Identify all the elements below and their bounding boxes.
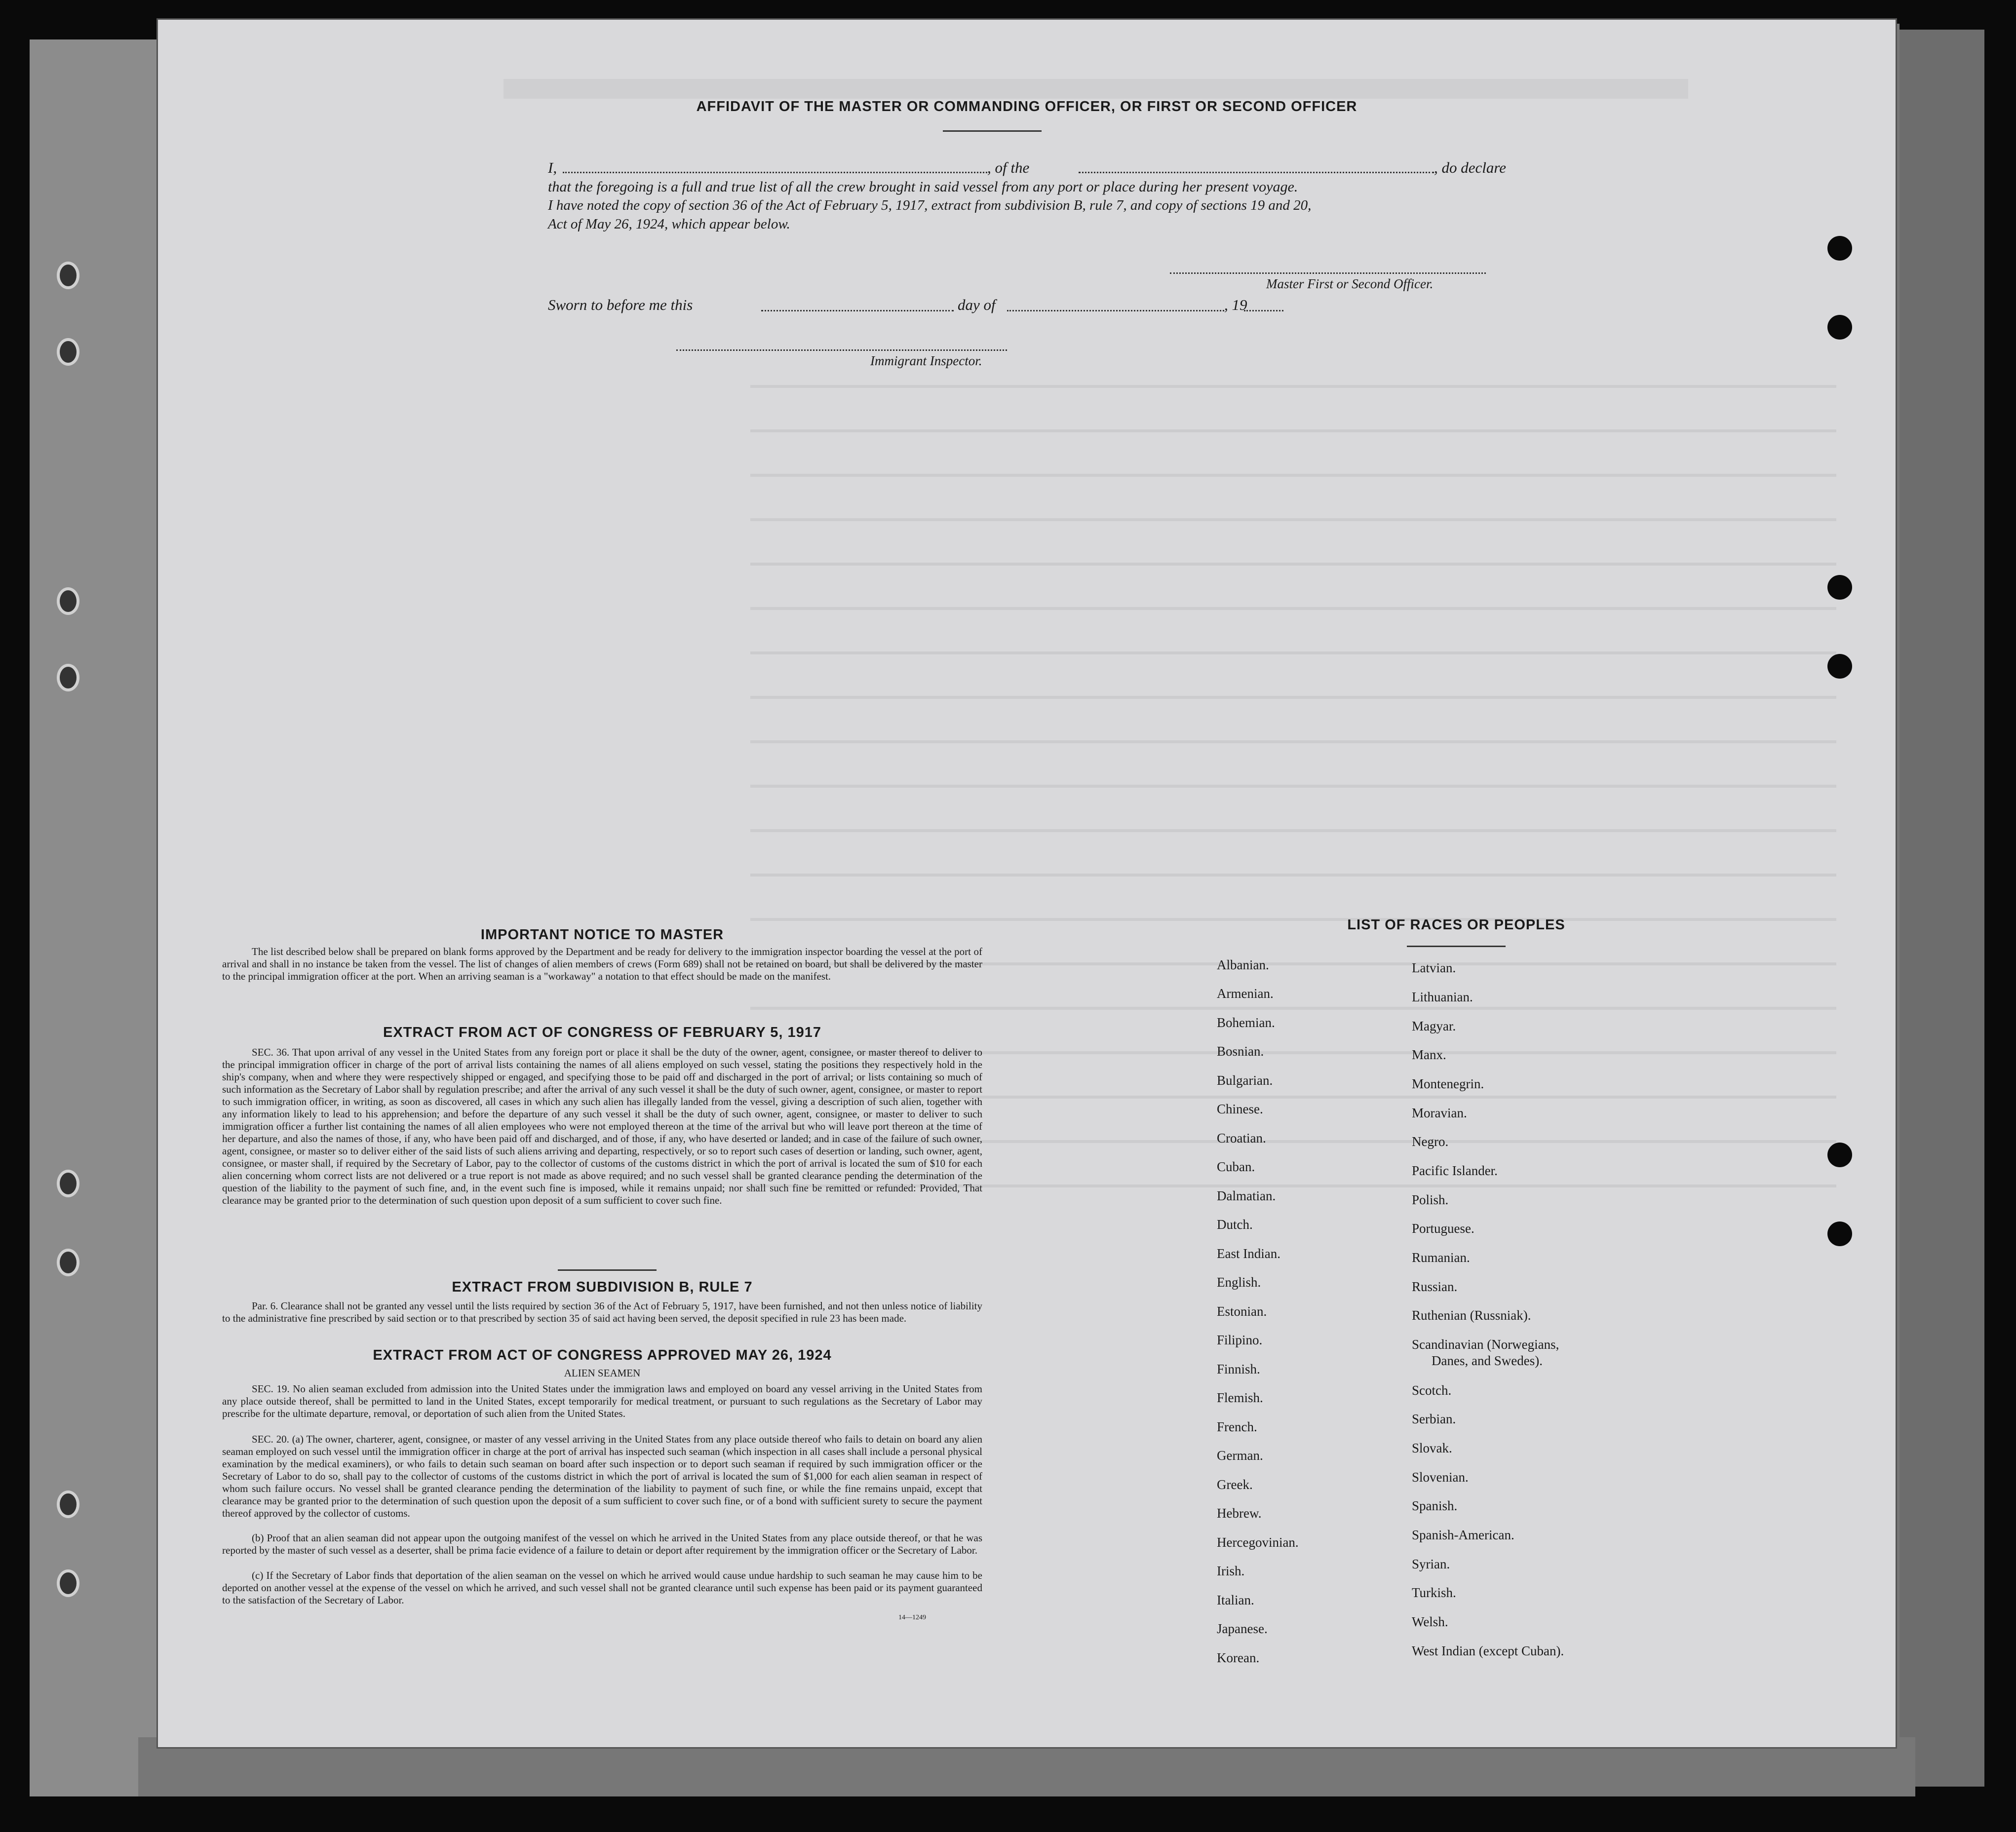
race-item: Estonian. xyxy=(1217,1304,1267,1319)
race-item: Hercegovinian. xyxy=(1217,1535,1299,1550)
races-title: LIST OF RACES OR PEOPLES xyxy=(1347,917,1565,933)
binder-ring-icon xyxy=(57,1170,79,1197)
race-item: Serbian. xyxy=(1412,1412,1456,1426)
race-item: Filipino. xyxy=(1217,1333,1263,1347)
master-name-field[interactable] xyxy=(563,172,987,173)
race-item: Cuban. xyxy=(1217,1159,1255,1174)
race-item: Polish. xyxy=(1412,1192,1449,1207)
sworn-year-field[interactable] xyxy=(1244,310,1283,311)
race-item: Turkish. xyxy=(1412,1585,1456,1600)
rule7-title: EXTRACT FROM SUBDIVISION B, RULE 7 xyxy=(452,1279,753,1295)
binder-ring-icon xyxy=(57,338,79,366)
race-item: Slovenian. xyxy=(1412,1470,1469,1485)
extract-divider xyxy=(558,1269,657,1271)
race-item: Greek. xyxy=(1217,1477,1253,1492)
race-item: Spanish. xyxy=(1412,1498,1458,1513)
binder-edge-right xyxy=(1896,30,1984,1787)
race-item: Dalmatian. xyxy=(1217,1188,1276,1203)
race-item: Chinese. xyxy=(1217,1102,1263,1116)
race-item: German. xyxy=(1217,1448,1263,1463)
races-title-rule xyxy=(1407,946,1506,947)
inspector-signature-label: Immigrant Inspector. xyxy=(870,353,982,368)
race-item: Italian. xyxy=(1217,1593,1254,1607)
race-item: Lithuanian. xyxy=(1412,990,1473,1004)
race-item: Montenegrin. xyxy=(1412,1076,1484,1091)
race-item: Japanese. xyxy=(1217,1621,1268,1636)
extract-1924-sec20a: SEC. 20. (a) The owner, charterer, agent, consignee, or master of any vessel arriving in the United States from any place outside thereof who fails to detain on board any alien seaman employed on such vessel until the immigration officer in charge at the port of arrival has inspected such seaman (which inspection in all cases shall include a personal physical examination by the medical examiners), or who fails to detain such seaman on board after such inspection or to deport such seaman if required by such immigration officer or the Secretary of Labor to do so, shall pay to the collector of customs of the customs district in which the port of arrival is located the sum of $1,000 for each alien seaman in respect of whom such failure occurs. No vessel shall be granted clearance pending the determination of the liability to payment of such fine, or while the fine remains unpaid, except that clearance may be granted prior to the determination of such question upon the deposit of a sum sufficient to cover such fine, or of a bond with sufficient surety to secure the payment thereof approved by the collector of customs. xyxy=(222,1433,982,1519)
race-item: Armenian. xyxy=(1217,986,1274,1001)
extract-1917-title: EXTRACT FROM ACT OF CONGRESS OF FEBRUARY 5, 1917 xyxy=(383,1025,822,1040)
binder-ring-icon xyxy=(57,664,79,691)
form-number: 14—1249 xyxy=(898,1614,926,1621)
alien-seamen-subtitle: ALIEN SEAMEN xyxy=(564,1367,641,1379)
race-item: Russian. xyxy=(1412,1279,1458,1294)
extract-1924-sec20b: (b) Proof that an alien seaman did not appear upon the outgoing manifest of the vessel on which he arrived in the United States from any place outside thereof, or that he was reported by the master of such vessel as a deserter, shall be prima facie evidence of a failure to detain or deport after requirement by the immigration officer or the Secretary of Labor. xyxy=(222,1532,982,1556)
punch-hole-icon xyxy=(1827,654,1852,679)
of-the-label: , of the xyxy=(987,159,1030,176)
race-item: Hebrew. xyxy=(1217,1506,1262,1521)
sworn-label: Sworn to before me this xyxy=(548,296,693,313)
race-item: Scotch. xyxy=(1412,1383,1452,1398)
race-item: Pacific Islander. xyxy=(1412,1163,1498,1178)
punch-hole-icon xyxy=(1827,1143,1852,1167)
race-item: Croatian. xyxy=(1217,1131,1266,1145)
race-item: Negro. xyxy=(1412,1134,1449,1149)
punch-hole-icon xyxy=(1827,575,1852,600)
race-item: Rumanian. xyxy=(1412,1250,1470,1265)
race-item: Manx. xyxy=(1412,1047,1446,1062)
race-item: West Indian (except Cuban). xyxy=(1412,1643,1564,1658)
race-item: Bosnian. xyxy=(1217,1044,1264,1059)
day-of-label: day of xyxy=(958,296,996,313)
master-signature-label: Master First or Second Officer. xyxy=(1266,276,1434,291)
race-item: Danes, and Swedes). xyxy=(1432,1353,1543,1368)
race-item: Korean. xyxy=(1217,1650,1260,1665)
race-item: Scandinavian (Norwegians, xyxy=(1412,1337,1559,1352)
punch-hole-icon xyxy=(1827,236,1852,261)
master-signature-field[interactable] xyxy=(1170,272,1486,274)
race-item: Irish. xyxy=(1217,1564,1245,1578)
race-item: French. xyxy=(1217,1419,1257,1434)
binder-ring-icon xyxy=(57,1249,79,1276)
extract-1917-body: SEC. 36. That upon arrival of any vessel in the United States from any foreign port or place it shall be the duty of the owner, agent, consignee, or master thereof to deliver to the principal immigration officer in charge of the port of arrival lists containing the names of all aliens employed on such vessel, stating the positions they respectively hold in the ship's company, when and where they were respectively shipped or engaged, and specifying those to be paid off and discharged in the port of arrival; or lists containing so much of such information as the Secretary of Labor shall by regulation prescribe; and after the arrival of any such vessel it shall be the duty of such owner, agent, consignee, or master to report to such immigration officer, in writing, as soon as discovered, all cases in which any such alien has illegally landed from the vessel, giving a description of such alien, together with any information likely to lead to his apprehension; and before the departure of any such vessel it shall be the duty of such owner, agent, consignee, or master to deliver to such immigration officer a further list containing the names of all alien employees who were not employed thereon at the time of the arrival but who will leave port thereon at the time of her departure, and also the names of those, if any, who have been paid off and discharged, and of those, if any, who have deserted or landed; and in case of the failure of such owner, agent, consignee, or master so to deliver either of the said lists of such aliens arriving and departing, respectively, or so to report such cases of desertion or landing, such owner, agent, consignee, or master shall, if required by the Secretary of Labor, pay to the collector of customs of the customs district in which the port of arrival is located the sum of $10 for each alien concerning whom correct lists are not delivered or a true report is not made as above required; and no such vessel shall be granted clearance pending the determination of the question of the liability to the payment of such fine, and, in the event such fine is imposed, while it remains unpaid; nor shall such fine be remitted or refunded: Provided, That clearance may be granted prior to the determination of such question upon deposit of a sum sufficient to cover such fine. xyxy=(222,1046,982,1206)
binder-ring-icon xyxy=(57,262,79,289)
punch-hole-icon xyxy=(1827,1221,1852,1246)
binder-ring-icon xyxy=(57,1490,79,1518)
race-item: Syrian. xyxy=(1412,1557,1450,1571)
race-item: Moravian. xyxy=(1412,1106,1467,1120)
extract-1924-title: EXTRACT FROM ACT OF CONGRESS APPROVED MAY 26, 1924 xyxy=(373,1347,832,1363)
manifest-page xyxy=(158,20,1896,1747)
race-item: East Indian. xyxy=(1217,1246,1280,1261)
affidavit-line-4: Act of May 26, 1924, which appear below. xyxy=(548,216,790,232)
binder-edge-left xyxy=(30,39,158,1796)
race-item: Portuguese. xyxy=(1412,1221,1474,1236)
bleed-through-heading xyxy=(504,79,1688,99)
do-declare-label: , do declare xyxy=(1434,159,1507,176)
extract-1924-sec20c: (c) If the Secretary of Labor finds that deportation of the alien seaman on the vessel on which he arrived would cause undue hardship to such seaman he may cause him to be deported on another vessel at the expense of the vessel on which he arrived, and such vessel shall not be granted clearance until such expense has been paid or its payment guaranteed to the satisfaction of the Secretary of Labor. xyxy=(222,1569,982,1606)
rule7-body: Par. 6. Clearance shall not be granted any vessel until the lists required by section 36 of the Act of February 5, 1917, have been furnished, and not then unless notice of liability to the administrative fine prescribed by said section or to that prescribed by section 35 of said act having been served, the deposit specified in rule 23 has been made. xyxy=(222,1300,982,1324)
race-item: Bulgarian. xyxy=(1217,1073,1273,1088)
race-item: Spanish-American. xyxy=(1412,1527,1514,1542)
race-item: Dutch. xyxy=(1217,1217,1253,1232)
race-item: Latvian. xyxy=(1412,960,1456,975)
sworn-day-field[interactable] xyxy=(761,310,954,311)
race-item: Magyar. xyxy=(1412,1019,1456,1033)
year-label: , 19 xyxy=(1224,296,1247,313)
race-item: Flemish. xyxy=(1217,1390,1263,1405)
notice-body: The list described below shall be prepared on blank forms approved by the Department and be ready for delivery to the immigration inspector boarding the vessel at the port of arrival and shall in no instance be taken from the vessel. The list of changes of alien members of crews (Form 689) shall not be retained on board, but shall be delivered by the master to the principal immigration officer at the port. When an arriving seaman is a "workaway" a notation to that effect should be made on the manifest. xyxy=(222,946,982,982)
affidavit-line-3: I have noted the copy of section 36 of the Act of February 5, 1917, extract from subdivision B, rule 7, and copy of sections 19 and 20, xyxy=(548,197,1312,213)
race-item: Welsh. xyxy=(1412,1614,1448,1629)
race-item: Slovak. xyxy=(1412,1441,1452,1455)
race-item: English. xyxy=(1217,1275,1261,1290)
affidavit-line-2: that the foregoing is a full and true list of all the crew brought in said vessel from any port or place during her present voyage. xyxy=(548,179,1298,195)
race-item: Ruthenian (Russniak). xyxy=(1412,1308,1531,1323)
race-item: Albanian. xyxy=(1217,957,1269,972)
punch-hole-icon xyxy=(1827,315,1852,340)
inspector-signature-field[interactable] xyxy=(676,349,1007,351)
affidavit-title: AFFIDAVIT OF THE MASTER OR COMMANDING OFFICER, OR FIRST OR SECOND OFFICER xyxy=(696,99,1357,114)
race-item: Finnish. xyxy=(1217,1362,1260,1376)
vessel-name-field[interactable] xyxy=(1079,172,1434,173)
binder-ring-icon xyxy=(57,1569,79,1597)
notice-title: IMPORTANT NOTICE TO MASTER xyxy=(480,927,724,943)
binder-ring-icon xyxy=(57,587,79,615)
affidavit-i-label: I, xyxy=(548,159,557,176)
sworn-month-field[interactable] xyxy=(1007,310,1224,311)
race-item: Bohemian. xyxy=(1217,1015,1275,1030)
extract-1924-sec19: SEC. 19. No alien seaman excluded from admission into the United States under the immigration laws and employed on board any vessel arriving in the United States from any place outside thereof, shall be permitted to land in the United States, except temporarily for medical treatment, or pursuant to such regulations as the Secretary of Labor may prescribe for the ultimate departure, removal, or deportation of such alien from the United States. xyxy=(222,1383,982,1419)
affidavit-title-rule xyxy=(943,130,1042,132)
